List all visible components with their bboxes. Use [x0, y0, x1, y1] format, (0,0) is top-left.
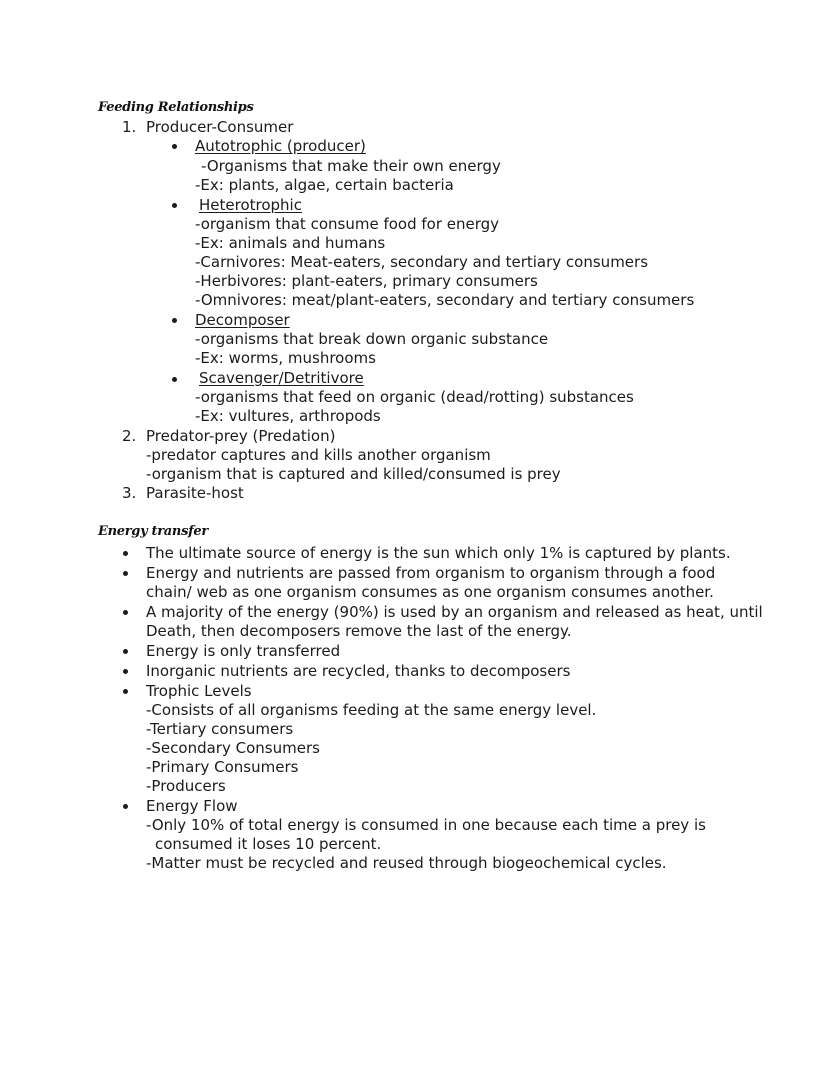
bullet-text: chain/ web as one organism consumes as one organism consumes another.	[146, 583, 714, 601]
subheading-decomposer: Decomposer	[195, 311, 290, 329]
detail-line: consumed it loses 10 percent.	[155, 835, 382, 853]
list-number: 1.	[122, 118, 137, 136]
section-heading-energy: Energy transfer	[98, 524, 208, 539]
detail-line: -Herbivores: plant-eaters, primary consumers	[195, 272, 538, 290]
bullet-icon	[123, 669, 128, 674]
list-item-title: Predator-prey (Predation)	[146, 427, 336, 445]
bullet-icon	[123, 571, 128, 576]
detail-line: -Tertiary consumers	[146, 720, 294, 738]
subheading-scavenger: Scavenger/Detritivore	[199, 369, 364, 387]
detail-line: -Primary Consumers	[146, 758, 299, 776]
detail-line: -Ex: worms, mushrooms	[195, 349, 376, 367]
detail-line: -organism that is captured and killed/consumed is prey	[146, 465, 561, 483]
section-heading-feeding: Feeding Relationships	[98, 100, 254, 115]
bullet-icon	[172, 318, 177, 323]
bullet-text: Energy and nutrients are passed from organism to organism through a food	[146, 564, 716, 582]
detail-line: -Consists of all organisms feeding at the same energy level.	[146, 701, 597, 719]
detail-line: -Secondary Consumers	[146, 739, 320, 757]
list-number: 2.	[122, 427, 137, 445]
detail-line: -Ex: vultures, arthropods	[195, 407, 381, 425]
subheading-heterotrophic: Heterotrophic	[199, 196, 302, 214]
bullet-text: Inorganic nutrients are recycled, thanks to decomposers	[146, 662, 571, 680]
detail-line: -Only 10% of total energy is consumed in one because each time a prey is	[146, 816, 706, 834]
detail-line: -Organisms that make their own energy	[201, 157, 501, 175]
list-number: 3.	[122, 484, 137, 502]
bullet-icon	[172, 144, 177, 149]
bullet-text: Energy Flow	[146, 797, 238, 815]
bullet-icon	[123, 649, 128, 654]
bullet-icon	[172, 203, 177, 208]
bullet-icon	[123, 610, 128, 615]
bullet-text: A majority of the energy (90%) is used by an organism and released as heat, until	[146, 603, 763, 621]
bullet-icon	[172, 377, 177, 382]
detail-line: -Ex: plants, algae, certain bacteria	[195, 176, 454, 194]
bullet-icon	[123, 551, 128, 556]
bullet-icon	[123, 689, 128, 694]
bullet-text: Death, then decomposers remove the last of the energy.	[146, 622, 572, 640]
detail-line: -Matter must be recycled and reused through biogeochemical cycles.	[146, 854, 667, 872]
detail-line: -Ex: animals and humans	[195, 234, 386, 252]
detail-line: -Producers	[146, 777, 226, 795]
detail-line: -Carnivores: Meat-eaters, secondary and tertiary consumers	[195, 253, 649, 271]
detail-line: -organism that consume food for energy	[195, 215, 500, 233]
detail-line: -predator captures and kills another organism	[146, 446, 491, 464]
detail-line: -Omnivores: meat/plant-eaters, secondary and tertiary consumers	[195, 291, 695, 309]
list-item-title: Parasite-host	[146, 484, 244, 502]
bullet-icon	[123, 804, 128, 809]
bullet-text: The ultimate source of energy is the sun which only 1% is captured by plants.	[146, 544, 731, 562]
detail-line: -organisms that feed on organic (dead/rotting) substances	[195, 388, 634, 406]
list-item-title: Producer-Consumer	[146, 118, 294, 136]
bullet-text: Trophic Levels	[146, 682, 252, 700]
detail-line: -organisms that break down organic substance	[195, 330, 549, 348]
bullet-text: Energy is only transferred	[146, 642, 341, 660]
subheading-autotrophic: Autotrophic (producer)	[195, 137, 366, 155]
